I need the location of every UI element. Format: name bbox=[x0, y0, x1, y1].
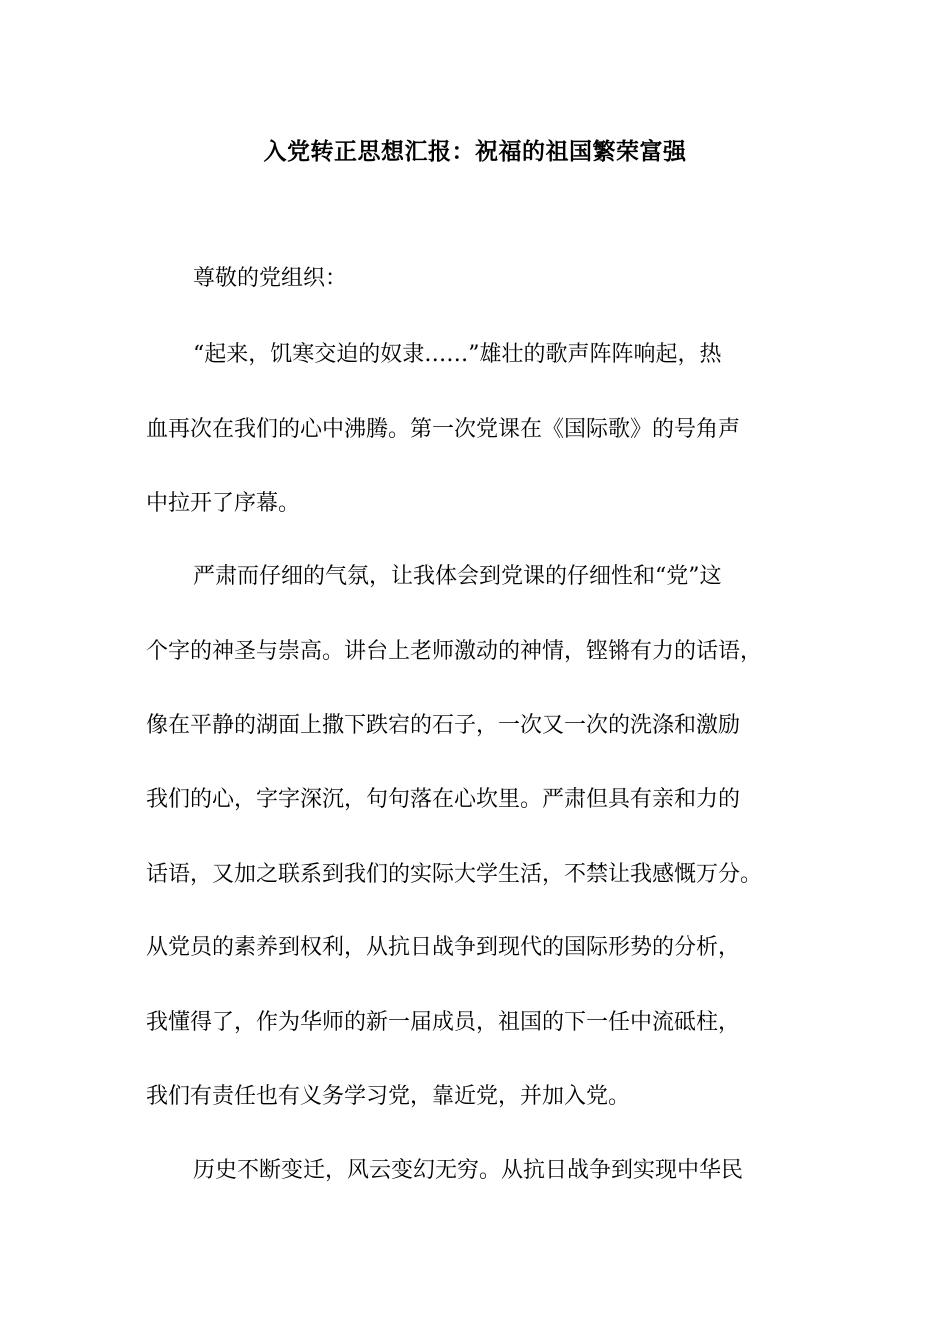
salutation: 尊敬的党组织： bbox=[193, 266, 348, 291]
paragraph-line: 我们的心，字字深沉，句句落在心坎里。严肃但具有亲和力的 bbox=[146, 787, 741, 812]
paragraph-line: 中拉开了序幕。 bbox=[146, 491, 301, 516]
paragraph-line: “起来，饥寒交迫的奴隶……”雄壮的歌声阵阵响起，热 bbox=[193, 342, 722, 367]
paragraph-line: 我们有责任也有义务学习党，靠近党，并加入党。 bbox=[146, 1084, 631, 1109]
paragraph-line: 严肃而仔细的气氛，让我体会到党课的仔细性和“党”这 bbox=[193, 564, 722, 589]
document-title: 入党转正思想汇报：祝福的祖国繁荣富强 bbox=[263, 138, 687, 165]
paragraph-line: 历史不断变迁，风云变幻无穷。从抗日战争到实现中华民 bbox=[193, 1158, 744, 1183]
paragraph-line: 像在平静的湖面上撒下跌宕的石子，一次又一次的洗涤和激励 bbox=[146, 713, 741, 738]
paragraph-line: 我懂得了，作为华师的新一届成员，祖国的下一任中流砥柱， bbox=[146, 1010, 741, 1035]
paragraph-line: 个字的神圣与崇高。讲台上老师激动的神情，铿锵有力的话语， bbox=[146, 639, 763, 664]
paragraph-line: 话语，又加之联系到我们的实际大学生活，不禁让我感慨万分。 bbox=[146, 862, 763, 887]
paragraph-line: 从党员的素养到权利，从抗日战争到现代的国际形势的分析， bbox=[146, 935, 741, 960]
paragraph-line: 血再次在我们的心中沸腾。第一次党课在《国际歌》的号角声 bbox=[146, 417, 741, 442]
